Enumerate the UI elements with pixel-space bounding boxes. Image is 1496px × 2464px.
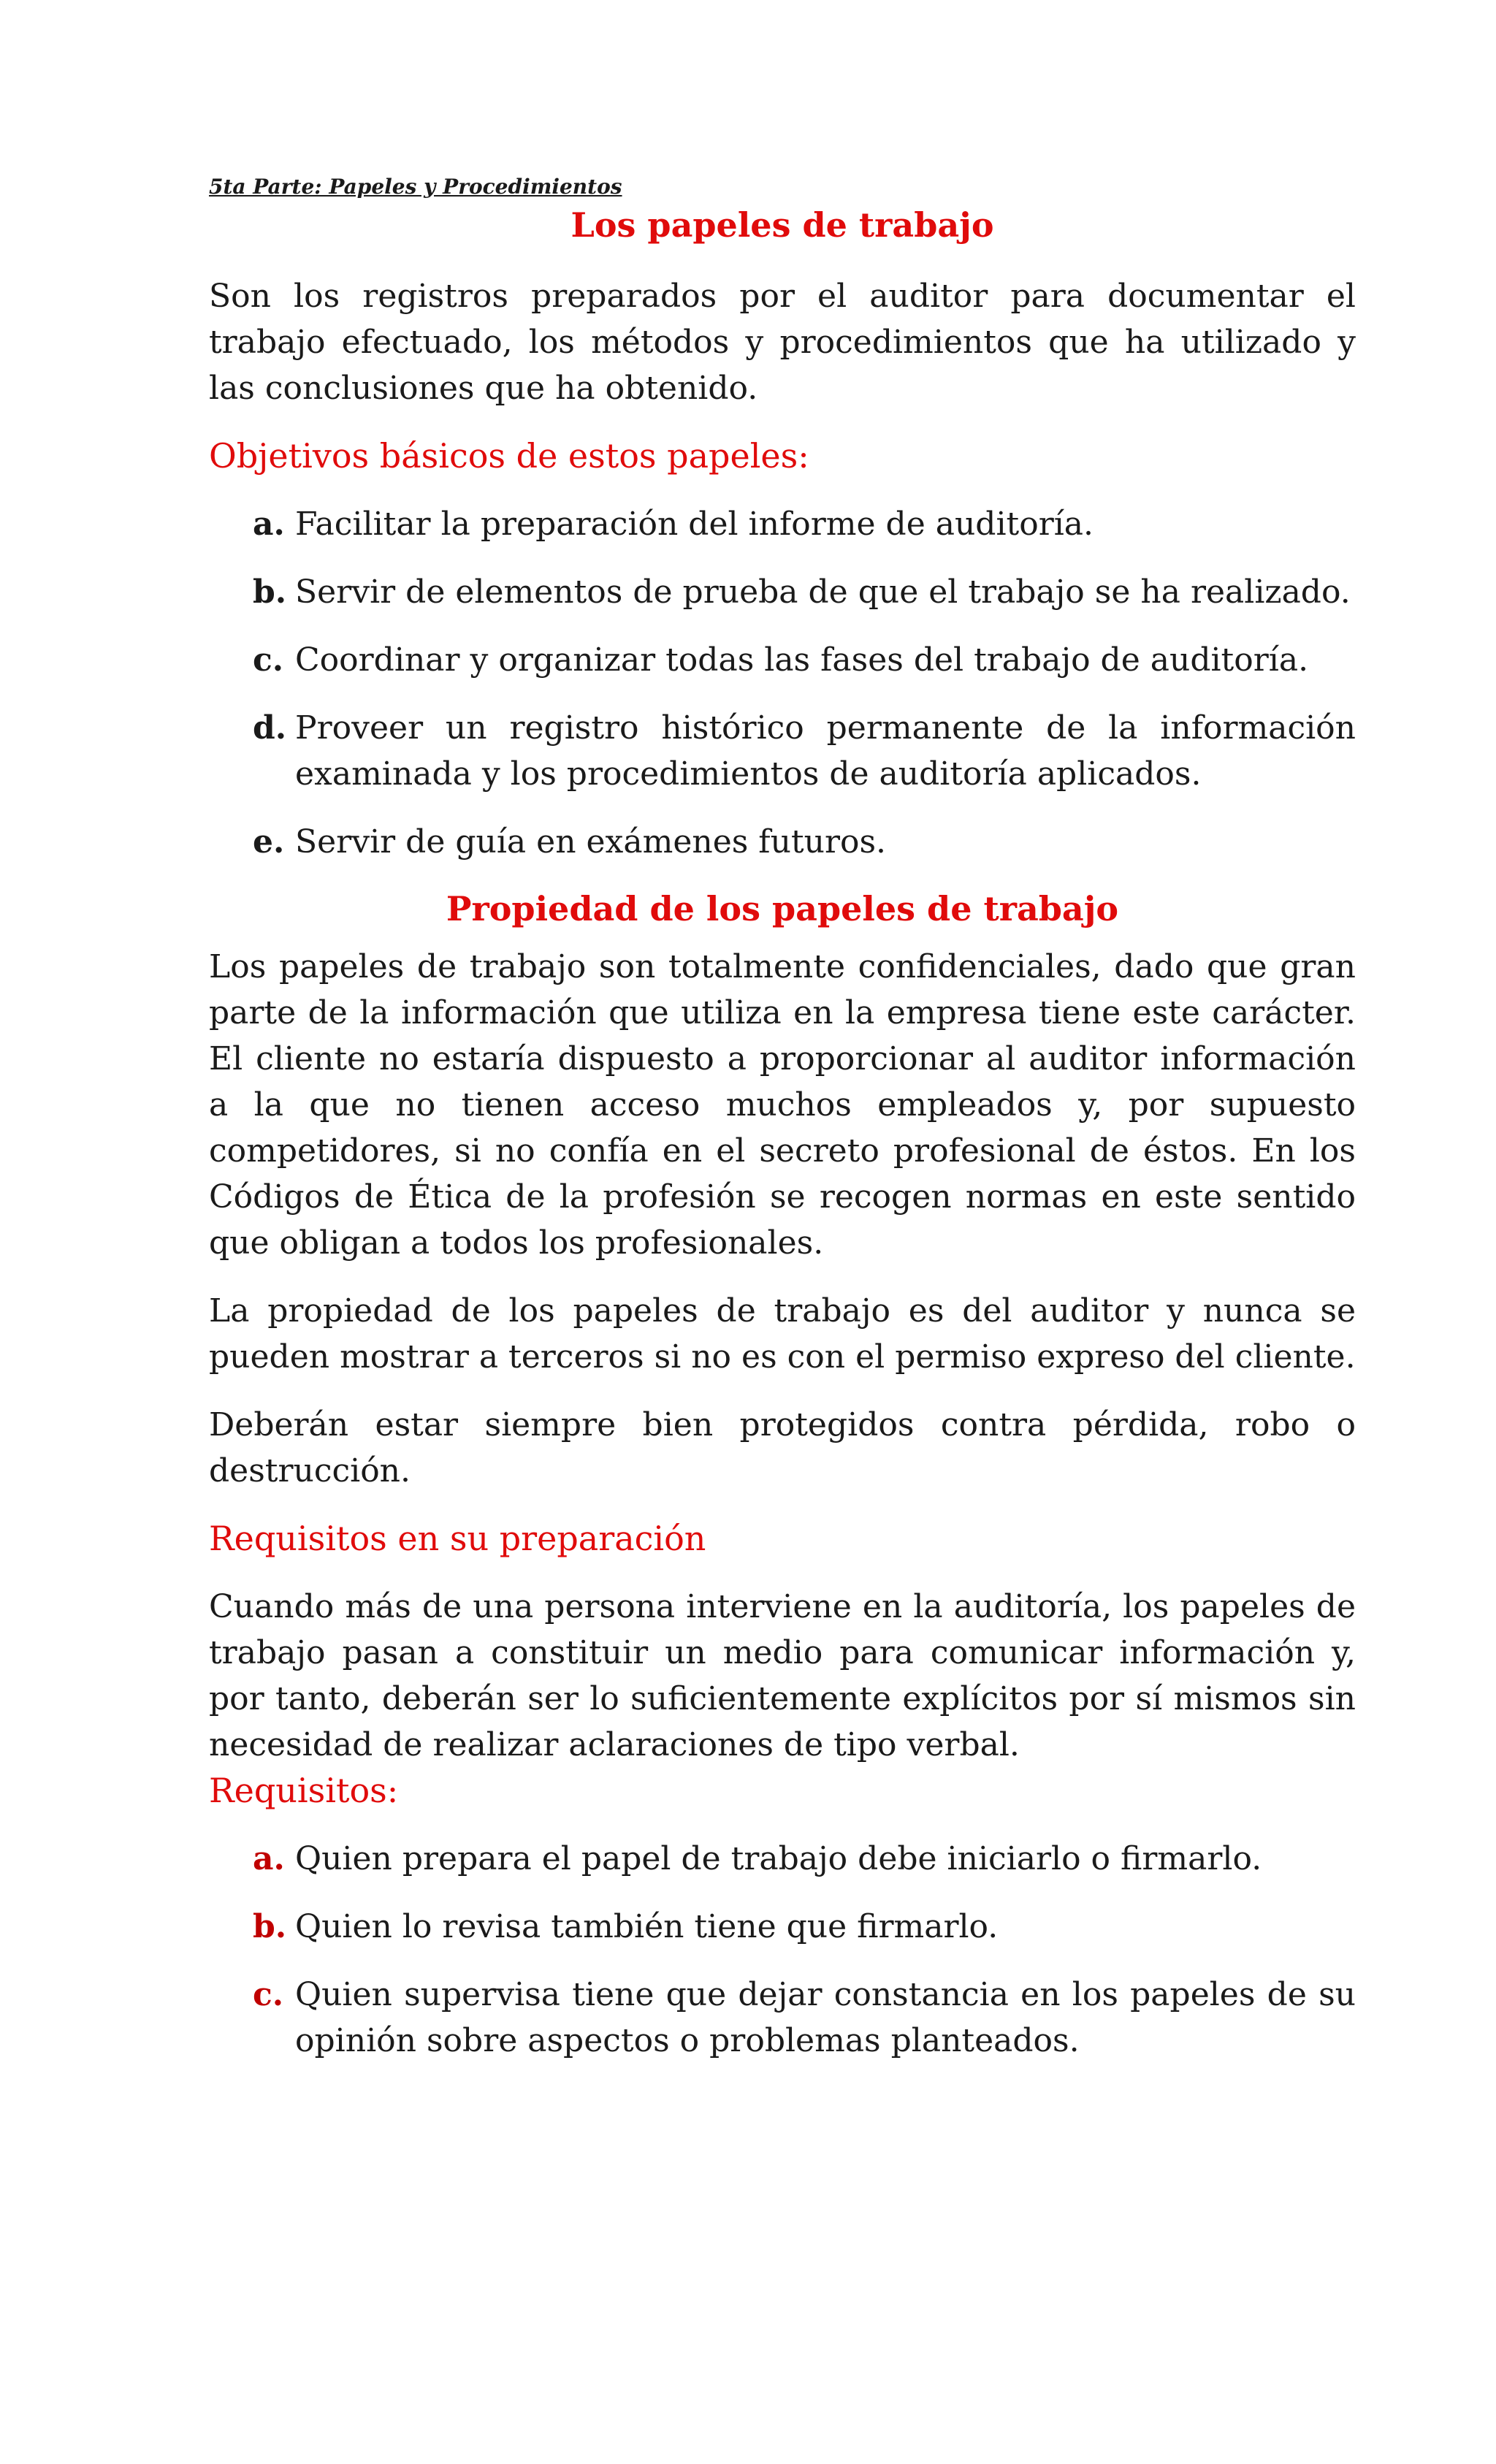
list-item-text: Coordinar y organizar todas las fases del trabajo de auditoría. <box>295 641 1309 679</box>
list-item <box>209 1836 1356 1882</box>
objectives-heading: Objetivos básicos de estos papeles: <box>209 436 809 476</box>
intro-paragraph: Son los registros preparados por el auditor para documentar el trabajo efectuado, los métodos y procedimientos que ha utilizado y las conclusiones que ha obtenido. <box>209 278 1356 407</box>
requirements-heading: Requisitos en su preparación <box>209 1519 706 1558</box>
ownership-paragraph: Deberán estar siempre bien protegidos contra pérdida, robo o destrucción. <box>209 1406 1356 1490</box>
ownership-paragraph: La propiedad de los papeles de trabajo es del auditor y nunca se pueden mostrar a terceros si no es con el permiso expreso del cliente. <box>209 1292 1356 1376</box>
document-page <box>209 174 1356 2086</box>
list-item <box>209 1972 1356 2064</box>
list-item-text: Proveer un registro histórico permanente de la información examinada y los procedimientos de auditoría aplicados. <box>295 709 1356 793</box>
list-item <box>209 501 1356 547</box>
ownership-paragraph: Los papeles de trabajo son totalmente confidenciales, dado que gran parte de la información que utiliza en la empresa tiene este carácter. El cliente no estaría dispuesto a proporcionar al auditor información a la que no tienen acceso muchos empleados y, por supuesto competidores, si no confía en el secreto profesional de éstos. En los Códigos de Ética de la profesión se recogen normas en este sentido que obligan a todos los profesionales. <box>209 948 1356 1262</box>
list-item-text: Facilitar la preparación del informe de auditoría. <box>295 506 1094 543</box>
page-title: Los papeles de trabajo <box>570 205 994 245</box>
list-item-text: Quien lo revisa también tiene que firmarlo. <box>295 1908 999 1945</box>
ownership-heading: Propiedad de los papeles de trabajo <box>446 889 1119 928</box>
list-item-text: Servir de guía en exámenes futuros. <box>295 823 887 861</box>
list-item <box>209 1904 1356 1950</box>
list-marker: a. <box>253 1840 285 1877</box>
requirements-list <box>209 1836 1356 2064</box>
list-marker: c. <box>253 1976 284 2013</box>
list-item-text: Quien supervisa tiene que dejar constancia en los papeles de su opinión sobre aspectos o problemas planteados. <box>295 1976 1356 2059</box>
list-item <box>209 637 1356 683</box>
requirements-paragraph: Cuando más de una persona interviene en la auditoría, los papeles de trabajo pasan a constituir un medio para comunicar información y, por tanto, deberán ser lo suficientemente explícitos por sí mismos sin necesidad de realizar aclaraciones de tipo verbal. <box>209 1588 1356 1763</box>
running-header: 5ta Parte: Papeles y Procedimientos <box>209 175 622 199</box>
list-marker: e. <box>253 823 285 861</box>
list-item-text: Quien prepara el papel de trabajo debe iniciarlo o firmarlo. <box>295 1840 1262 1877</box>
list-marker: a. <box>253 506 285 543</box>
list-item <box>209 819 1356 865</box>
list-item <box>209 705 1356 797</box>
requirements-list-heading: Requisitos: <box>209 1771 399 1810</box>
list-marker: c. <box>253 641 284 679</box>
list-item-text: Servir de elementos de prueba de que el trabajo se ha realizado. <box>295 573 1351 611</box>
list-marker: b. <box>253 1908 287 1945</box>
list-item <box>209 569 1356 615</box>
objectives-list <box>209 501 1356 865</box>
list-marker: d. <box>253 709 287 747</box>
list-marker: b. <box>253 573 287 611</box>
